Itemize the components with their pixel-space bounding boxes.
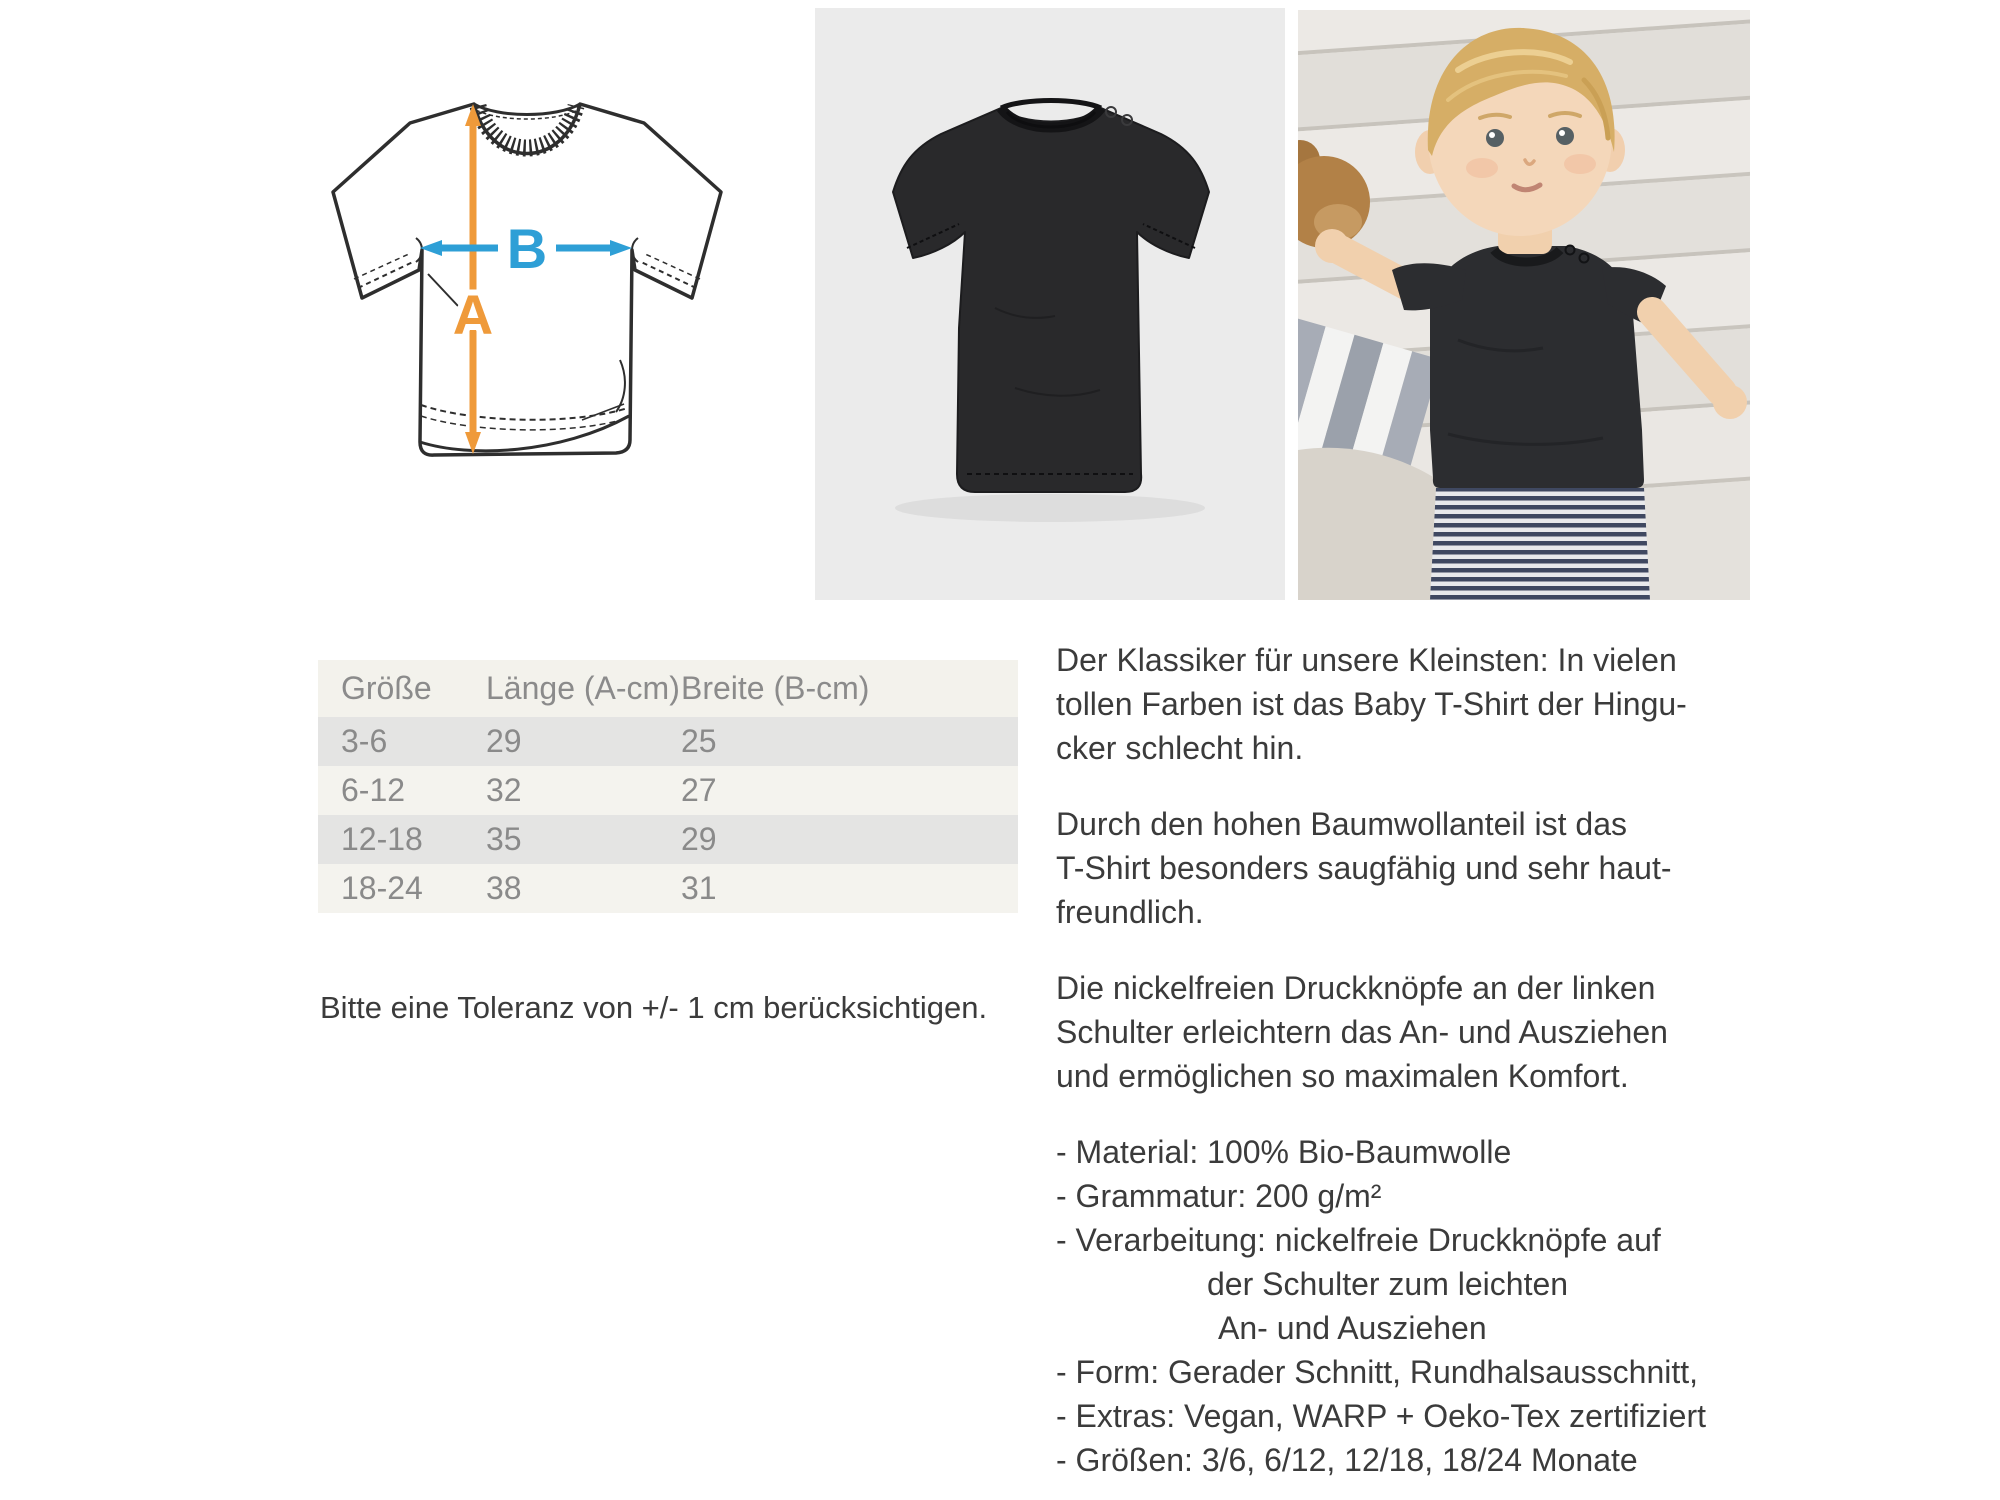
tee-body bbox=[893, 101, 1209, 493]
feature-list bbox=[1056, 1130, 1772, 1482]
length-cell: 35 bbox=[486, 821, 522, 857]
tolerance-note: Bitte eine Toleranz von +/- 1 cm berücksichtigen. bbox=[320, 990, 988, 1025]
feature-verarbeitung: - Verarbeitung: nickelfreie Druckknöpfe auf bbox=[1056, 1222, 1661, 1258]
size-table-header-row bbox=[318, 660, 1018, 717]
feature-verarbeitung-continued: der Schulter zum leichten bbox=[1207, 1266, 1569, 1302]
width-cell: 25 bbox=[681, 723, 717, 759]
size-table bbox=[318, 660, 1018, 913]
baby-left-hand bbox=[1315, 229, 1349, 263]
feature-grammatur: - Grammatur: 200 g/m² bbox=[1056, 1178, 1382, 1214]
baby-cheek bbox=[1466, 158, 1498, 178]
size-table-header-breite: Breite (B-cm) bbox=[681, 670, 870, 706]
description-paragraph: Der Klassiker für unsere Kleinsten: In vielen tollen Farben ist das Baby T-Shirt der Hingu- cker schlecht hin. bbox=[1056, 642, 1687, 766]
feature-material: - Material: 100% Bio-Baumwolle bbox=[1056, 1134, 1512, 1170]
width-cell: 29 bbox=[681, 821, 717, 857]
feature-groessen: - Größen: 3/6, 6/12, 12/18, 18/24 Monate bbox=[1056, 1442, 1638, 1478]
product-photo-panel bbox=[815, 8, 1285, 600]
width-cell: 27 bbox=[681, 772, 717, 808]
length-cell: 32 bbox=[486, 772, 522, 808]
feature-extras: - Extras: Vegan, WARP + Oeko-Tex zertifiziert bbox=[1056, 1398, 1706, 1434]
baby-model-photo-graphic bbox=[1298, 10, 1750, 600]
baby-eye bbox=[1556, 127, 1574, 145]
baby-right-hand bbox=[1713, 385, 1747, 419]
length-cell: 29 bbox=[486, 723, 522, 759]
size-cell: 3-6 bbox=[341, 723, 388, 759]
label-b: B bbox=[506, 217, 548, 280]
size-table-row bbox=[318, 864, 1018, 913]
black-baby-tshirt-graphic bbox=[815, 8, 1285, 600]
size-cell: 6-12 bbox=[341, 772, 406, 808]
size-table-row bbox=[318, 766, 1018, 815]
shoulder-snap bbox=[1580, 254, 1589, 263]
size-cell: 12-18 bbox=[341, 821, 423, 857]
description-paragraph: Durch den hohen Baumwollanteil ist das T-Shirt besonders saugfähig und sehr haut- freundlich. bbox=[1056, 806, 1672, 930]
product-description bbox=[1056, 638, 1772, 1482]
description-paragraph: Die nickelfreien Druckknöpfe an der linken Schulter erleichtern das An- und Ausziehen und ermöglichen so maximalen Komfort. bbox=[1056, 970, 1668, 1094]
size-table-row bbox=[318, 717, 1018, 766]
baby-eye bbox=[1486, 129, 1504, 147]
tshirt-measurement-diagram bbox=[320, 60, 760, 480]
shoulder-snap bbox=[1566, 246, 1575, 255]
feature-verarbeitung-continued: An- und Ausziehen bbox=[1218, 1310, 1487, 1346]
length-cell: 38 bbox=[486, 870, 522, 906]
size-table-row bbox=[318, 815, 1018, 864]
size-table-header-laenge: Länge (A-cm) bbox=[486, 670, 680, 706]
width-cell: 31 bbox=[681, 870, 717, 906]
baby-pants bbox=[1430, 488, 1650, 600]
feature-form: - Form: Gerader Schnitt, Rundhalsausschnitt, bbox=[1056, 1354, 1699, 1390]
tee-shadow bbox=[895, 494, 1205, 522]
size-cell: 18-24 bbox=[341, 870, 423, 906]
label-a: A bbox=[452, 283, 494, 346]
model-photo-panel bbox=[1298, 10, 1750, 600]
measurement-diagram-panel bbox=[320, 60, 760, 480]
baby-cheek bbox=[1564, 154, 1596, 174]
size-table-header-groesse: Größe bbox=[341, 670, 432, 706]
